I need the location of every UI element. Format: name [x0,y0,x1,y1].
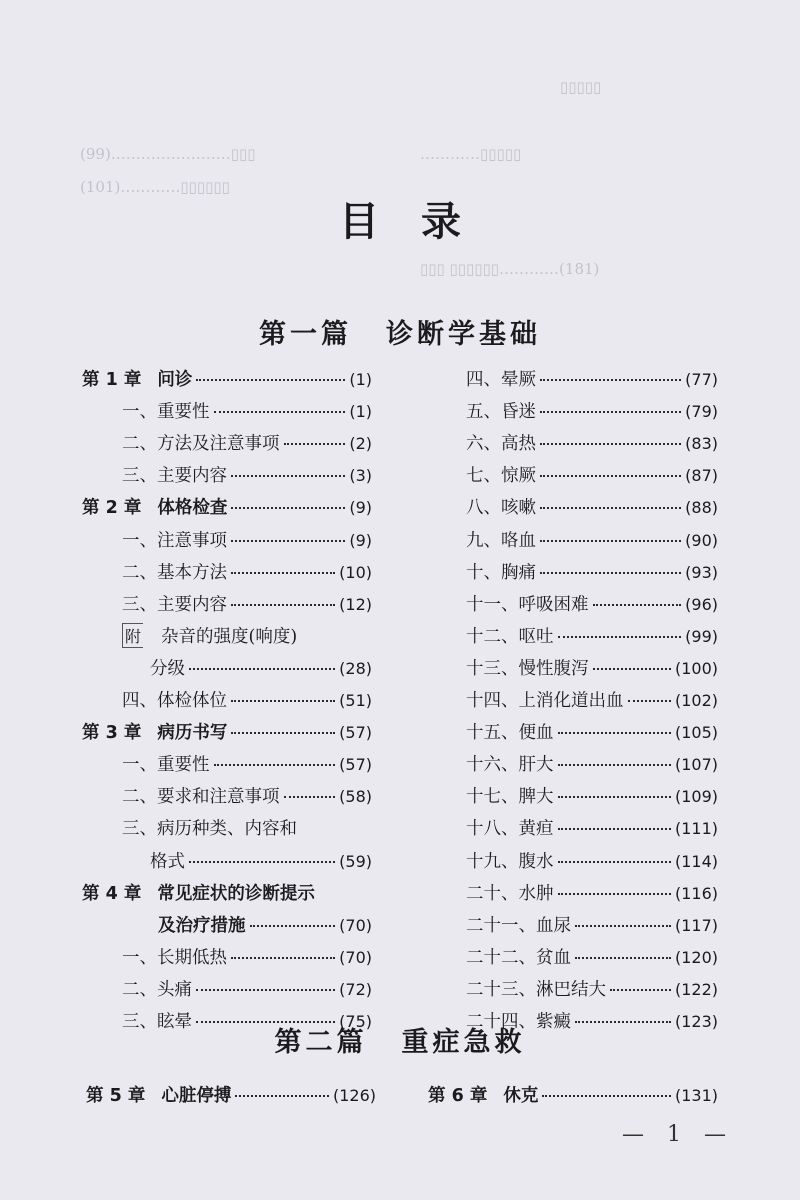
toc-chapter-entry[interactable] [82,366,372,398]
entry-title: 十三、慢性腹泻 [466,658,589,679]
entry-title: 十八、黄疸 [466,819,554,840]
dot-leader [540,443,681,445]
entry-page: (87) [685,466,718,486]
entry-page: (28) [339,658,372,678]
entry-title: 三、主要内容 [122,466,227,487]
chapter-number: 第 2 章 [82,498,142,519]
chapter-number: 第 3 章 [82,723,142,744]
page-number: — 1 — [622,1122,734,1147]
toc-chapter-entry[interactable] [82,494,372,526]
entry-page: (131) [674,1086,718,1105]
toc-entry[interactable] [122,783,372,815]
toc-chapter-entry[interactable] [428,1082,718,1114]
entry-page: (107) [674,755,718,775]
entry-title: 二、要求和注意事项 [122,787,280,808]
toc-entry[interactable] [466,559,718,591]
dot-leader [231,604,335,606]
dot-leader [214,764,336,766]
toc-entry[interactable] [466,366,718,398]
entry-page: (111) [674,819,718,839]
entry-page: (120) [674,947,718,967]
entry-title: 六、高热 [466,434,536,455]
entry-page: (12) [339,594,372,614]
dot-leader [250,925,336,927]
entry-title: 杂音的强度(响度) [161,626,298,647]
entry-title: 二十二、贫血 [466,947,571,968]
entry-title: 十七、脾大 [466,787,554,808]
dot-leader [189,668,335,670]
toc-entry[interactable] [466,751,718,783]
toc-entry[interactable] [122,591,372,623]
toc-entry[interactable] [466,623,718,655]
entry-page: (100) [674,658,718,678]
entry-page: (75) [339,1012,372,1031]
dot-leader [231,700,335,702]
entry-page: (96) [685,594,718,614]
entry-page: (123) [674,1012,718,1031]
toc-chapter-entry[interactable] [82,880,372,912]
dot-leader [231,540,345,542]
toc-chapter-entry[interactable] [82,719,372,751]
entry-title: 及治疗措施 [158,915,246,936]
toc-chapter-entry-continued[interactable] [158,912,372,944]
toc-entry[interactable] [466,494,718,526]
entry-title: 常见症状的诊断提示 [157,883,315,904]
entry-page: (2) [349,434,372,454]
dot-leader [610,989,671,991]
entry-title: 问诊 [157,370,193,390]
toc-entry[interactable] [122,462,372,494]
dot-leader [558,828,671,830]
dot-leader [575,957,671,959]
toc-entry[interactable] [122,815,372,847]
entry-page: (57) [339,755,372,775]
chapter-number: 第 6 章 [428,1086,488,1106]
entry-page: (77) [685,370,718,389]
entry-title: 二、头痛 [122,979,192,1000]
dot-leader [575,925,671,927]
entry-title: 分级 [150,658,185,679]
entry-title: 心脏停搏 [161,1086,232,1106]
dot-leader [540,540,681,542]
entry-title: 休克 [503,1086,539,1106]
toc-entry[interactable] [466,912,718,944]
toc-entry[interactable] [122,751,372,783]
entry-title: 十六、肝大 [466,755,554,776]
dot-leader [540,379,681,381]
toc-entry[interactable] [466,944,718,976]
toc-entry[interactable] [466,655,718,687]
dot-leader [231,572,335,574]
entry-page: (9) [349,498,372,518]
entry-title: 十四、上消化道出血 [466,691,624,711]
chapter-number: 第 4 章 [82,883,142,904]
entry-page: (72) [339,979,372,999]
dot-leader [231,475,345,477]
dot-leader [540,475,681,477]
dot-leader [542,1095,671,1097]
entry-page: (58) [339,787,372,807]
entry-title: 二、方法及注意事项 [122,434,280,455]
entry-title: 三、眩晕 [122,1012,192,1032]
entry-title: 一、重要性 [122,402,210,423]
toc-entry[interactable] [466,527,718,559]
entry-title: 体格检查 [157,498,228,519]
entry-page: (10) [339,562,372,582]
toc-entry[interactable] [466,880,718,912]
dot-leader [196,1021,335,1023]
dot-leader [284,443,346,445]
bleed-through-text: (101)…………▯▯▯▯▯▯ [80,178,230,196]
entry-title: 三、主要内容 [122,594,227,615]
entry-page: (126) [332,1086,376,1105]
toc-entry[interactable] [122,559,372,591]
dot-leader [558,796,671,798]
entry-page: (90) [685,530,718,550]
entry-title: 二十四、紫癜 [466,1012,571,1032]
dot-leader [593,668,671,670]
entry-title: 三、病历种类、内容和 [122,819,297,840]
entry-title: 八、咳嗽 [466,498,536,519]
toc-entry[interactable] [466,1008,718,1040]
toc-entry[interactable] [122,430,372,462]
toc-appendix-entry[interactable] [122,623,372,655]
dot-leader [575,1021,671,1023]
part-heading [0,312,800,351]
entry-title: 一、长期低热 [122,947,227,968]
bleed-through-text: ▯▯▯▯▯ [560,78,602,96]
toc-entry[interactable] [466,462,718,494]
entry-title: 四、晕厥 [466,370,536,390]
dot-leader [540,411,681,413]
toc-entry[interactable] [466,398,718,430]
page-title: 目录 [339,199,503,245]
entry-page: (122) [674,979,718,999]
entry-title: 格式 [150,851,185,872]
entry-title: 十五、便血 [466,723,554,744]
entry-page: (102) [674,691,718,710]
toc-entry[interactable] [466,976,718,1008]
entry-page: (57) [339,723,372,743]
bleed-through-text: …………▯▯▯▯▯ [420,145,522,163]
dot-leader [214,411,346,413]
toc-entry[interactable] [466,719,718,751]
entry-title: 七、惊厥 [466,466,536,487]
entry-page: (99) [685,626,718,646]
entry-page: (1) [349,402,372,422]
entry-title: 四、体检体位 [122,691,227,711]
entry-title: 一、注意事项 [122,530,227,551]
toc-entry[interactable] [466,848,718,880]
appendix-tag: 附 [122,623,143,648]
part-number: 第二篇 [274,1027,368,1058]
entry-page: (79) [685,402,718,422]
dot-leader [284,796,336,798]
entry-page: (109) [674,787,718,807]
entry-page: (105) [674,723,718,743]
entry-page: (3) [349,466,372,486]
entry-title: 二十三、淋巴结大 [466,979,606,1000]
entry-page: (93) [685,562,718,582]
dot-leader [558,861,671,863]
dot-leader [558,732,671,734]
toc-entry[interactable] [122,687,372,719]
toc-entry[interactable] [122,527,372,559]
entry-title: 二十一、血尿 [466,915,571,936]
dot-leader [231,732,335,734]
entry-page: (59) [339,851,372,871]
entry-page: (51) [339,691,372,710]
dot-leader [196,379,345,381]
toc-entry[interactable] [466,687,718,719]
entry-page: (116) [674,883,718,903]
dot-leader [558,893,671,895]
toc-entry[interactable] [122,944,372,976]
part-title: 重症急救 [401,1027,526,1058]
toc-chapter-entry[interactable] [86,1082,376,1114]
entry-title: 五、昏迷 [466,402,536,423]
bleed-through-text: ▯▯▯ ▯▯▯▯▯▯…………(181) [420,260,600,278]
toc-entry-continued[interactable] [150,655,372,687]
entry-title: 二十、水肿 [466,883,554,904]
toc-entry[interactable] [122,398,372,430]
dot-leader [189,861,335,863]
toc-entry[interactable] [466,430,718,462]
part-title: 诊断学基础 [386,319,541,350]
toc-entry[interactable] [466,591,718,623]
dot-leader [540,507,681,509]
bleed-through-text: (99)……………………▯▯▯ [80,145,256,163]
toc-entry[interactable] [122,976,372,1008]
dot-leader [558,636,682,638]
chapter-number: 第 1 章 [82,370,142,390]
dot-leader [235,1095,329,1097]
entry-page: (1) [349,370,372,389]
dot-leader [628,700,671,702]
entry-title: 十一、呼吸困难 [466,594,589,615]
entry-title: 十二、呕吐 [466,626,554,647]
dot-leader [231,957,335,959]
entry-title: 十九、腹水 [466,851,554,872]
entry-page: (117) [674,915,718,935]
chapter-number: 第 5 章 [86,1086,146,1106]
entry-page: (70) [339,915,372,935]
entry-page: (114) [674,851,718,871]
toc-entry[interactable] [466,783,718,815]
entry-page: (88) [685,498,718,518]
part-number: 第一篇 [259,319,352,350]
entry-page: (70) [339,947,372,967]
entry-title: 病历书写 [157,723,228,744]
toc-entry-continued[interactable] [150,848,372,880]
dot-leader [196,989,335,991]
entry-title: 十、胸痛 [466,562,536,583]
entry-title: 一、重要性 [122,755,210,776]
toc-entry[interactable] [122,1008,372,1040]
dot-leader [231,507,345,509]
toc-entry[interactable] [466,815,718,847]
dot-leader [593,604,682,606]
entry-title: 二、基本方法 [122,562,227,583]
entry-page: (83) [685,434,718,454]
entry-title: 九、咯血 [466,530,536,551]
entry-page: (9) [349,530,372,550]
dot-leader [558,764,671,766]
dot-leader [540,572,681,574]
